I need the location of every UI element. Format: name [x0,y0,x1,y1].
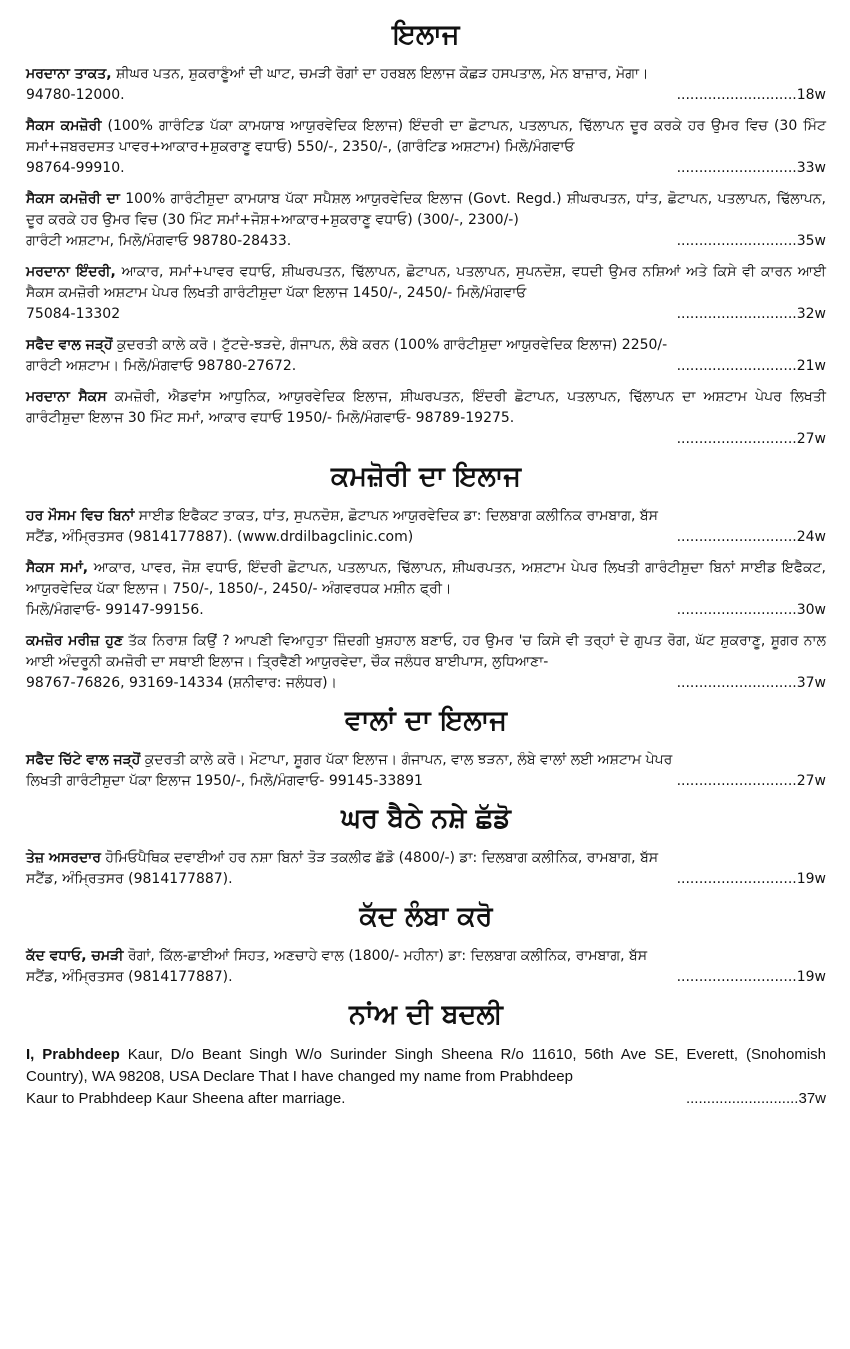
ad-text [26,262,826,304]
ad-lead: ਸੈਕਸ ਸਮਾਂ, [26,560,89,576]
ad-contact: ਸਟੈਂਡ, ਅੰਮ੍ਰਿਤਸਰ (9814177887). (www.drdilbagclinic.com) [26,529,414,545]
ad-text [26,506,826,527]
ad-text [26,631,826,673]
ad-lead: ਸਫੈਦ ਵਾਲ ਜੜ੍ਹੋਂ [26,337,113,353]
classified-ad [26,946,826,988]
ad-body: ਤੱਕ ਨਿਰਾਸ਼ ਕਿਉਂ ? ਆਪਣੀ ਵਿਆਹੁਤਾ ਜ਼ਿੰਦਗੀ ਖੁਸ਼ਹਾਲ ਬਣਾਓ, ਹਰ ਉਮਰ 'ਚ ਕਿਸੇ ਵੀ ਤਰ੍ਹਾਂ ਦੇ ਗੁਪਤ ਰੋਗ, ਘੱਟ ਸ਼ੁਕਰਾਣੂ, ਸ਼ੂਗਰ ਨਾਲ ਆਈ ਅੰਦਰੂਨੀ ਕਮਜ਼ੋਰੀ ਦਾ ਸਥਾਈ ਇਲਾਜ। ਤ੍ਰਿਵੈਣੀ ਆਯੁਰਵੇਦਾ, ਚੌਕ ਜਲੰਧਰ ਬਾਈਪਾਸ, ਲੁਧਿਆਣਾ- [26,633,826,670]
classified-ad [26,387,826,450]
ad-code: ...........................21w [676,358,826,374]
ad-code: ...........................37w [685,1090,826,1107]
ad-lead: ਤੇਜ਼ ਅਸਰਦਾਰ [26,850,101,866]
classified-ad [26,750,826,792]
ad-footer [26,869,826,890]
ad-code: ...........................18w [676,87,826,103]
ad-text [26,64,826,85]
ad-text [26,335,826,356]
classified-ad [26,631,826,694]
section-heading: ਵਾਲਾਂ ਦਾ ਇਲਾਜ [345,705,507,736]
ad-footer [26,771,826,792]
classified-ad [26,262,826,325]
ad-contact: ਲਿਖਤੀ ਗਾਰੰਟੀਸ਼ੁਦਾ ਪੱਕਾ ਇਲਾਜ 1950/-, ਮਿਲੋ/ਮੰਗਵਾਓ- 99145-33891 [26,773,423,789]
ad-contact: 75084-13302 [26,306,121,322]
classified-ad [26,848,826,890]
ad-lead: ਕਮਜ਼ੋਰ ਮਰੀਜ਼ ਹੁਣ [26,633,123,649]
ad-text [26,946,826,967]
ad-body: ਆਕਾਰ, ਸਮਾਂ+ਪਾਵਰ ਵਧਾਓ, ਸ਼ੀਘਰਪਤਨ, ਢਿੱਲਾਪਨ, ਛੋਟਾਪਨ, ਪਤਲਾਪਨ, ਸੁਪਨਦੋਸ਼, ਵਧਦੀ ਉਮਰ ਨਸ਼ਿਆਂ ਅਤੇ ਕਿਸੇ ਵੀ ਕਾਰਨ ਆਈ ਸੈਕਸ ਕਮਜ਼ੋਰੀ ਅਸ਼ਟਾਮ ਪੇਪਰ ਲਿਖਤੀ ਗਾਰੰਟੀਸ਼ੁਦਾ ਪੱਕਾ ਇਲਾਜ 1450/-, 2450/- ਮਿਲੋ/ਮੰਗਵਾਓ [26,264,826,301]
ad-code: ...........................30w [676,602,826,618]
ad-code: ...........................37w [676,675,826,691]
ad-code: ...........................19w [676,871,826,887]
section-heading: ਇਲਾਜ [392,19,460,50]
ad-code: ...........................27w [676,431,826,447]
ad-footer [26,304,826,325]
classified-ad [26,335,826,377]
ad-body: Kaur, D/o Beant Singh W/o Surinder Singh Sheena R/o 11610, 56th Ave SE, Everett, (Snohomish Country), WA 98208, USA Declare That I have changed my name from Prabhdeep [26,1046,826,1085]
ad-body: ਕੁਦਰਤੀ ਕਾਲੇ ਕਰੋ। ਮੋਟਾਪਾ, ਸ਼ੂਗਰ ਪੱਕਾ ਇਲਾਜ। ਗੰਜਾਪਨ, ਵਾਲ ਝੜਨਾ, ਲੰਬੇ ਵਾਲਾਂ ਲਈ ਅਸ਼ਟਾਮ ਪੇਪਰ [140,752,673,768]
ad-contact: ਗਾਰੰਟੀ ਅਸ਼ਟਾਮ। ਮਿਲੋ/ਮੰਗਵਾਓ 98780-27672. [26,358,297,374]
section-heading: ਘਰ ਬੈਠੇ ਨਸ਼ੇ ਛੱਡੋ [341,803,511,834]
ad-footer [26,600,826,621]
ad-contact: 98764-99910. [26,160,125,176]
section-heading: ਨਾਂਅ ਦੀ ਬਦਲੀ [349,999,503,1030]
ad-body: (100% ਗਾਰੰਟਿਡ ਪੱਕਾ ਕਾਮਯਾਬ ਆਯੁਰਵੇਦਿਕ ਇਲਾਜ) ਇੰਦਰੀ ਦਾ ਛੋਟਾਪਨ, ਪਤਲਾਪਨ, ਢਿੱਲਾਪਨ ਦੂਰ ਕਰਕੇ ਹਰ ਉਮਰ ਵਿਚ (30 ਮਿੰਟ ਸਮਾਂ+ਜਬਰਦਸਤ ਪਾਵਰ+ਆਕਾਰ+ਸ਼ੁਕਰਾਣੂ ਵਧਾਓ) 550/-, 2350/-, (ਗਾਰੰਟਿਡ ਅਸ਼ਟਾਮ) ਮਿਲੋ/ਮੰਗਵਾਓ [26,118,826,155]
ad-footer [26,1088,826,1110]
ad-lead: I, Prabhdeep [26,1046,120,1063]
ad-body: ਹੋਮਿਓਪੈਥਿਕ ਦਵਾਈਆਂ ਹਰ ਨਸ਼ਾ ਬਿਨਾਂ ਤੋੜ ਤਕਲੀਫ ਛੱਡੋ (4800/-) ਡਾ: ਦਿਲਬਾਗ ਕਲੀਨਿਕ, ਰਾਮਬਾਗ, ਬੱਸ [100,850,659,866]
ad-footer [26,527,826,548]
ad-lead: ਮਰਦਾਨਾ ਸੈਕਸ [26,389,107,405]
ad-body: ਸਾਈਡ ਇਫੈਕਟ ਤਾਕਤ, ਧਾਂਤ, ਸੁਪਨਦੋਸ਼, ਛੋਟਾਪਨ ਆਯੁਰਵੇਦਿਕ ਡਾ: ਦਿਲਬਾਗ ਕਲੀਨਿਕ ਰਾਮਬਾਗ, ਬੱਸ [134,508,658,524]
ad-lead: ਹਰ ਮੌਸਮ ਵਿਚ ਬਿਨਾਂ [26,508,135,524]
ad-code: ...........................33w [676,160,826,176]
ad-body: ਕਮਜ਼ੋਰੀ, ਐਡਵਾਂਸ ਆਧੁਨਿਕ, ਆਯੁਰਵੇਦਿਕ ਇਲਾਜ, ਸ਼ੀਘਰਪਤਨ, ਇੰਦਰੀ ਛੋਟਾਪਨ, ਪਤਲਾਪਨ, ਢਿੱਲਾਪਨ ਦਾ ਅਸ਼ਟਾਮ ਪੇਪਰ ਲਿਖਤੀ ਗਾਰੰਟੀਸ਼ੁਦਾ ਇਲਾਜ 30 ਮਿੰਟ ਸਮਾਂ, ਆਕਾਰ ਵਧਾਓ 1950/- ਮਿਲੋ/ਮੰਗਵਾਓ- 98789-19275. [26,389,826,426]
ad-lead: ਕੱਦ ਵਧਾਓ, ਚਮੜੀ [26,948,124,964]
ad-text [26,116,826,158]
ad-footer [26,356,826,377]
ad-contact: 94780-12000. [26,87,125,103]
classified-ad [26,64,826,106]
ad-code: ...........................19w [676,969,826,985]
ad-contact: Kaur to Prabhdeep Kaur Sheena after marriage. [26,1090,346,1107]
ad-footer [26,429,826,450]
ad-text [26,750,826,771]
ad-footer [26,673,826,694]
section-heading: ਕਮਜ਼ੋਰੀ ਦਾ ਇਲਾਜ [330,461,522,492]
ad-contact: ਸਟੈਂਡ, ਅੰਮ੍ਰਿਤਸਰ (9814177887). [26,871,233,887]
ad-body: ਸ਼ੀਘਰ ਪਤਨ, ਸ਼ੁਕਰਾਣੂੰਆਂ ਦੀ ਘਾਟ, ਚਮੜੀ ਰੋਗਾਂ ਦਾ ਹਰਬਲ ਇਲਾਜ ਕੋਛੜ ਹਸਪਤਾਲ, ਮੇਨ ਬਾਜ਼ਾਰ, ਮੋਗਾ। [111,66,649,82]
classified-ad [26,558,826,621]
ad-contact: 98767-76826, 93169-14334 (ਸ਼ਨੀਵਾਰ: ਜਲੰਧਰ)। [26,675,337,691]
ad-text [26,387,826,429]
ad-body: ਰੋਗਾਂ, ਕਿੱਲ-ਛਾਈਆਂ ਸਿਹਤ, ਅਣਚਾਹੇ ਵਾਲ (1800/- ਮਹੀਨਾ) ਡਾ: ਦਿਲਬਾਗ ਕਲੀਨਿਕ, ਰਾਮਬਾਗ, ਬੱਸ [123,948,648,964]
ad-body: ਕੁਦਰਤੀ ਕਾਲੇ ਕਰੋ। ਟੁੱਟਦੇ-ਝੜਦੇ, ਗੰਜਾਪਨ, ਲੰਬੇ ਕਰਨ (100% ਗਾਰੰਟੀਸ਼ੁਦਾ ਆਯੁਰਵੇਦਿਕ ਇਲਾਜ) 2250/- [112,337,668,353]
ad-text [26,848,826,869]
ad-body: ਆਕਾਰ, ਪਾਵਰ, ਜੋਸ਼ ਵਧਾਓ, ਇੰਦਰੀ ਛੋਟਾਪਨ, ਪਤਲਾਪਨ, ਢਿੱਲਾਪਨ, ਸ਼ੀਘਰਪਤਨ, ਅਸ਼ਟਾਮ ਪੇਪਰ ਲਿਖਤੀ ਗਾਰੰਟੀਸ਼ੁਦਾ ਬਿਨਾਂ ਸਾਈਡ ਇਫੈਕਟ, ਆਯੁਰਵੇਦਿਕ ਪੱਕਾ ਇਲਾਜ। 750/-, 1850/-, 2450/- ਅੰਗਵਰਧਕ ਮਸ਼ੀਨ ਫ੍ਰੀ। [26,560,826,597]
ad-lead: ਮਰਦਾਨਾ ਇੰਦਰੀ, [26,264,116,280]
ad-code: ...........................27w [676,773,826,789]
ad-footer [26,231,826,252]
ad-code: ...........................24w [676,529,826,545]
classified-ad [26,116,826,179]
classified-ad [26,1044,826,1110]
ad-contact: ਸਟੈਂਡ, ਅੰਮ੍ਰਿਤਸਰ (9814177887). [26,969,233,985]
classified-ad [26,189,826,252]
classified-ad [26,506,826,548]
ad-text [26,1044,826,1088]
ad-lead: ਸੈਕਸ ਕਮਜ਼ੋਰੀ ਦਾ [26,191,120,207]
ad-contact: ਗਾਰੰਟੀ ਅਸ਼ਟਾਮ, ਮਿਲੋ/ਮੰਗਵਾਓ 98780-28433. [26,233,292,249]
ad-text [26,558,826,600]
section-heading: ਕੱਦ ਲੰਬਾ ਕਰੋ [359,901,493,932]
ad-footer [26,85,826,106]
ad-contact: ਮਿਲੋ/ਮੰਗਵਾਓ- 99147-99156. [26,602,204,618]
ad-text [26,189,826,231]
ad-footer [26,967,826,988]
ad-footer [26,158,826,179]
ad-code: ...........................32w [676,306,826,322]
ad-lead: ਸਫੈਦ ਚਿੱਟੇ ਵਾਲ ਜੜ੍ਹੋਂ [26,752,141,768]
ad-body: 100% ਗਾਰੰਟੀਸ਼ੁਦਾ ਕਾਮਯਾਬ ਪੱਕਾ ਸਪੈਸ਼ਲ ਆਯੁਰਵੇਦਿਕ ਇਲਾਜ (Govt. Regd.) ਸ਼ੀਘਰਪਤਨ, ਧਾਂਤ, ਛੋਟਾਪਨ, ਪਤਲਾਪਨ, ਢਿੱਲਾਪਨ, ਦੂਰ ਕਰਕੇ ਹਰ ਉਮਰ ਵਿਚ (30 ਮਿੰਟ ਸਮਾਂ+ਜੋਸ਼+ਆਕਾਰ+ਸ਼ੁਕਰਾਣੂ ਵਧਾਓ) (300/-, 2300/-) [26,191,826,228]
ad-lead: ਸੈਕਸ ਕਮਜ਼ੋਰੀ [26,118,102,134]
ad-code: ...........................35w [676,233,826,249]
ad-lead: ਮਰਦਾਨਾ ਤਾਕਤ, [26,66,112,82]
